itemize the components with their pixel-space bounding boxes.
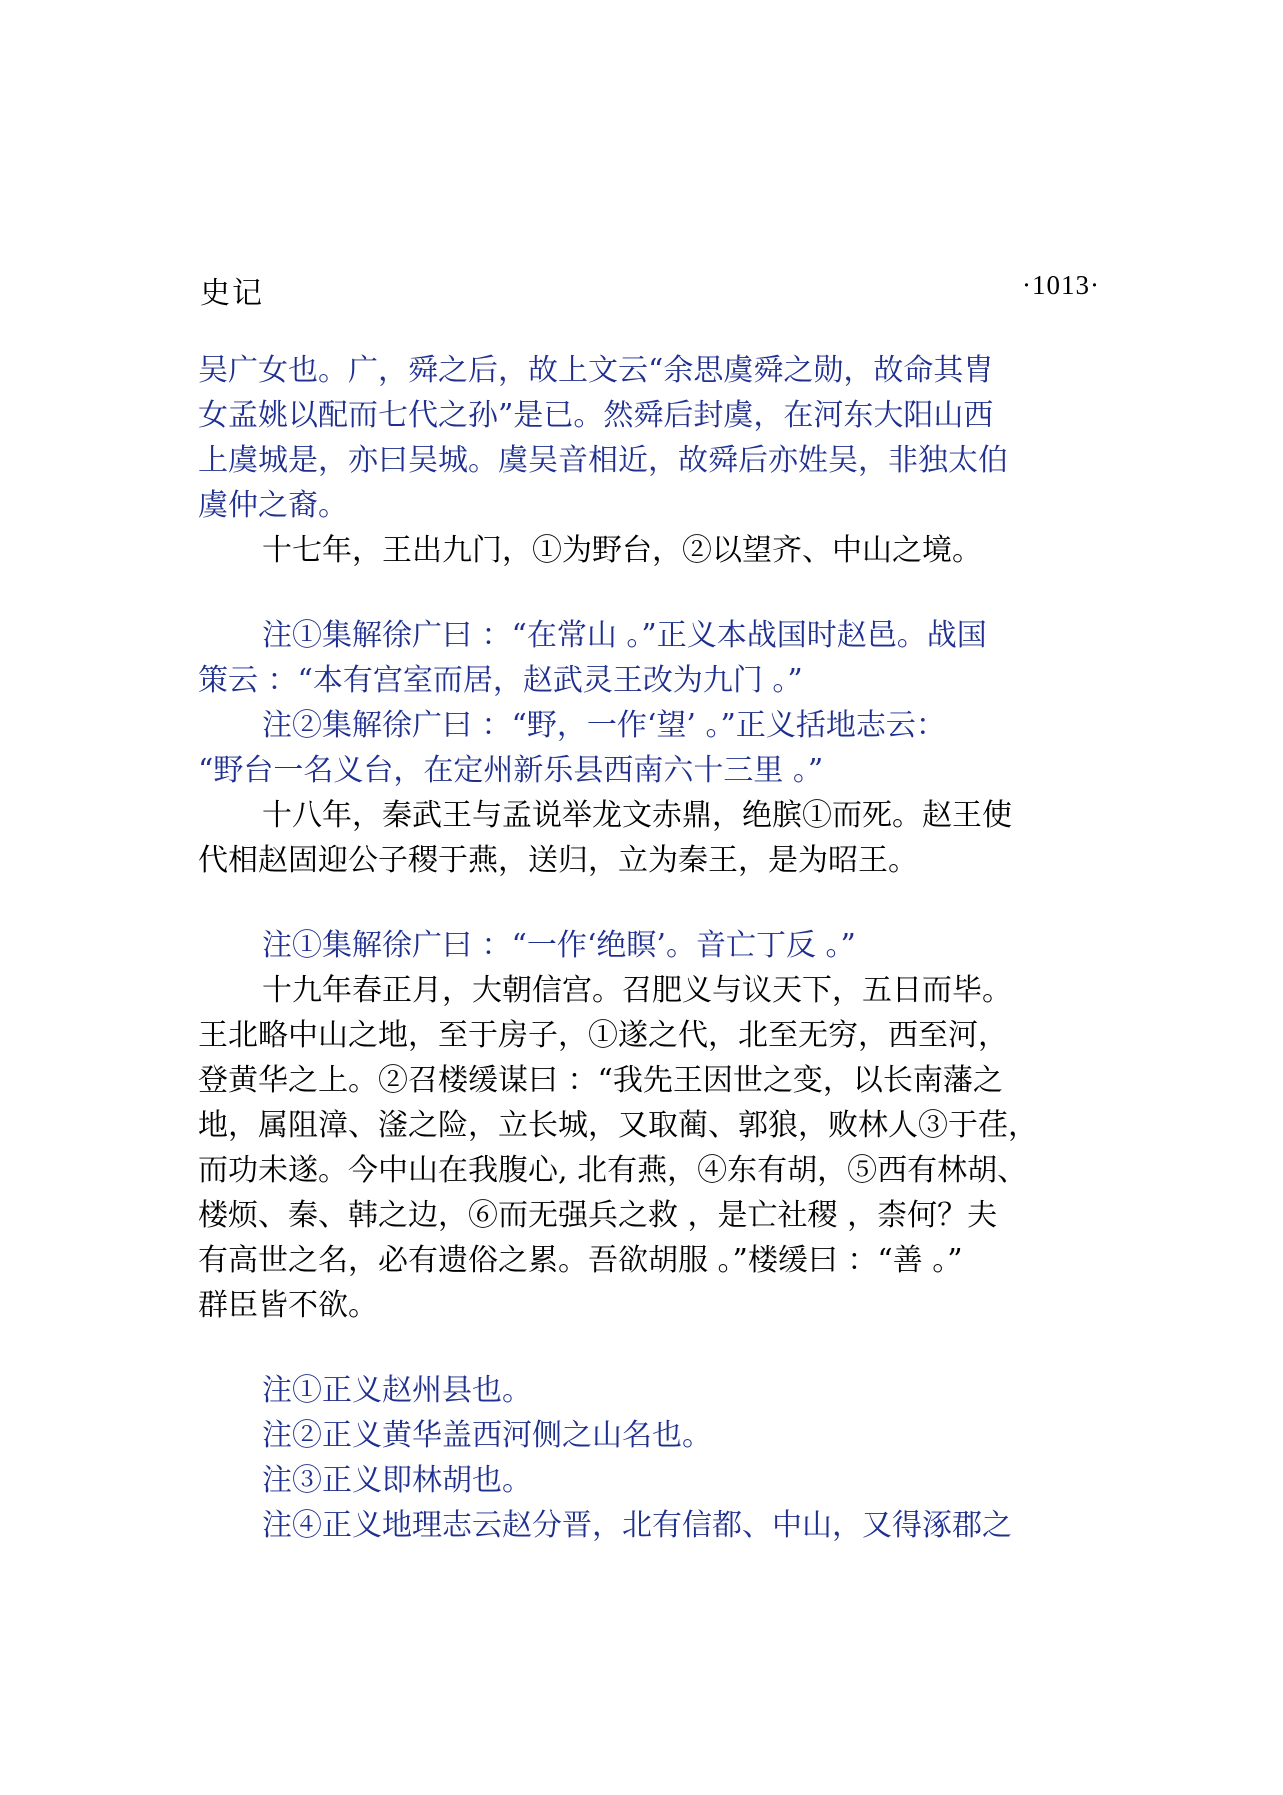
- line-text: 代相赵固迎公子稷于燕，送归，立为秦王，是为昭王。: [198, 843, 918, 878]
- line-text: 虞仲之裔。: [198, 488, 348, 523]
- text-line: [198, 483, 1103, 528]
- line-text: 注②集解徐广曰 ：“野，一作‘望’ 。”正义括地志云：: [262, 708, 946, 743]
- text-line: [198, 613, 1103, 658]
- paragraph-gap: [198, 883, 1103, 923]
- line-text: 而功未遂。今中山在我腹心, 北有燕，④东有胡，⑤西有林胡、: [198, 1153, 1028, 1188]
- line-text: “野台一名义台，在定州新乐县西南六十三里 。”: [198, 753, 824, 788]
- text-line: [198, 793, 1103, 838]
- line-text: 注③正义即林胡也。: [262, 1463, 532, 1498]
- line-text: 注①正义赵州县也。: [262, 1373, 532, 1408]
- text-line: [198, 393, 1103, 438]
- line-text: 群臣皆不欲。: [198, 1288, 378, 1323]
- line-text: 注①集解徐广曰 ：“在常山 。”正义本战国时赵邑。战国: [262, 618, 987, 653]
- text-line: [198, 1238, 1103, 1283]
- line-text: 楼烦、秦、韩之边，⑥而无强兵之救 ，是亡社稷 ，柰何？夫: [198, 1198, 998, 1233]
- text-line: [198, 1148, 1103, 1193]
- text-line: [198, 1503, 1103, 1548]
- line-text: 女孟姚以配而七代之孙”是已。然舜后封虞，在河东大阳山西: [198, 398, 994, 433]
- text-line: [198, 1058, 1103, 1103]
- page-body: [198, 348, 1103, 1548]
- text-line: [198, 1013, 1103, 1058]
- line-text: 注①集解徐广曰 ：“一作‘绝瞑’。音亡丁反 。”: [262, 928, 856, 963]
- text-line: [198, 748, 1103, 793]
- line-text: 十八年，秦武王与孟说举龙文赤鼎，绝膑①而死。赵王使: [262, 798, 1012, 833]
- line-text: 地，属阻漳、滏之险，立长城，又取蔺、郭狼，败林人③于荏，: [198, 1108, 1038, 1143]
- book-title: 史记: [200, 276, 264, 311]
- text-line: [198, 1283, 1103, 1328]
- text-line: [198, 438, 1103, 483]
- line-text: 注④正义地理志云赵分晋，北有信都、中山，又得涿郡之: [262, 1508, 1012, 1543]
- line-text: 十七年，王出九门，①为野台，②以望齐、中山之境。: [262, 533, 982, 568]
- text-line: [198, 1413, 1103, 1458]
- line-text: 有高世之名，必有遗俗之累。吾欲胡服 。”楼缓曰 ：“善 。”: [198, 1243, 963, 1278]
- text-line: [198, 968, 1103, 1013]
- page-header: [200, 268, 1100, 311]
- line-text: 策云 ：“本有宫室而居，赵武灵王改为九门 。”: [198, 663, 803, 698]
- page-number: ·1013·: [1022, 270, 1100, 300]
- text-line: [198, 838, 1103, 883]
- text-line: [198, 923, 1103, 968]
- text-line: [198, 1458, 1103, 1503]
- line-text: 上虞城是，亦曰吴城。虞吴音相近，故舜后亦姓吴，非独太伯: [198, 443, 1008, 478]
- line-text: 注②正义黄华盖西河侧之山名也。: [262, 1418, 712, 1453]
- text-line: [198, 703, 1103, 748]
- line-text: 王北略中山之地，至于房子，①遂之代，北至无穷，西至河，: [198, 1018, 1008, 1053]
- line-text: 登黄华之上。②召楼缓谋曰 ：“我先王因世之变，以长南藩之: [198, 1063, 1003, 1098]
- text-line: [198, 1193, 1103, 1238]
- text-line: [198, 1103, 1103, 1148]
- paragraph-gap: [198, 573, 1103, 613]
- text-line: [198, 348, 1103, 393]
- text-line: [198, 658, 1103, 703]
- paragraph-gap: [198, 1328, 1103, 1368]
- text-line: [198, 528, 1103, 573]
- text-line: [198, 1368, 1103, 1413]
- line-text: 吴广女也。广，舜之后，故上文云“余思虞舜之勋，故命其胄: [198, 353, 994, 388]
- line-text: 十九年春正月，大朝信宫。召肥义与议天下，五日而毕。: [262, 973, 1012, 1008]
